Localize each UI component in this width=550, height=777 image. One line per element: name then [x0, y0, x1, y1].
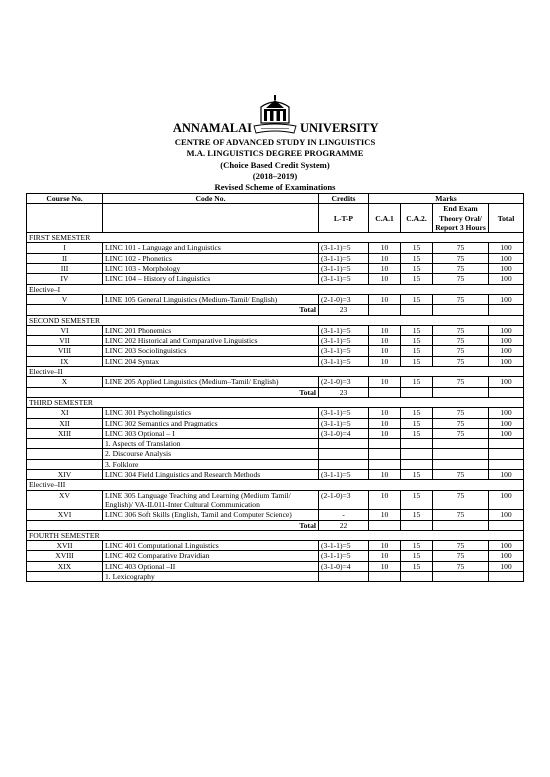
total-credits: 23 — [319, 387, 369, 397]
section-first-semester: FIRST SEMESTER — [27, 233, 524, 243]
academic-year: (2018–2019) — [252, 170, 298, 181]
col-ltp: L-T-P — [319, 204, 369, 233]
table-row: X LINE 205 Applied Linguistics (Medium–Tamil/ English) (2-1-0)=3 10 15 75 100 — [27, 377, 524, 387]
optional-item: 1. Aspects of Translation — [103, 439, 319, 449]
examination-scheme-table — [26, 193, 524, 582]
optional-item-row — [27, 459, 524, 469]
table-row: XV LINE 305 Language Teaching and Learning (Medium Tamil/ English)/ VA-IL011-Inter Cultural Communication (2-1-0)=3 10 15 75 100 — [27, 490, 524, 510]
table-row: XIX LINC 403 Optional –II (3-1-0)=4 10 15 75 100 — [27, 561, 524, 571]
emblem-banner-icon — [253, 123, 297, 135]
total-row — [27, 520, 524, 530]
university-name — [0, 121, 550, 137]
total-credits: 22 — [319, 520, 369, 530]
total-row — [27, 305, 524, 315]
total-label: Total — [27, 305, 319, 315]
table-row: XIII LINC 303 Optional – I (3-1-0)=4 10 15 75 100 — [27, 428, 524, 438]
section-row — [27, 233, 524, 243]
table-row: XVI LINC 306 Soft Skills (English, Tamil and Computer Science) - 10 15 75 100 — [27, 510, 524, 520]
optional-item: 1. Lexicography — [103, 571, 319, 581]
table-row: II LINC 102 - Phonetics (3-1-1)=5 10 15 75 100 — [27, 253, 524, 263]
centre-name: CENTRE OF ADVANCED STUDY IN LINGUISTICS — [174, 137, 376, 147]
optional-item-row — [27, 449, 524, 459]
optional-item: 3. Folklore — [103, 459, 319, 469]
elective-i-label: Elective–I — [27, 284, 524, 294]
optional-item-row — [27, 439, 524, 449]
col-ca2: C.A.2. — [401, 204, 433, 233]
optional-item-row — [27, 571, 524, 581]
col-marks: Marks — [369, 194, 524, 204]
table-row: XIV LINC 304 Field Linguistics and Research Methods (3-1-1)=5 10 15 75 100 — [27, 470, 524, 480]
col-ca1: C.A.1 — [369, 204, 401, 233]
table-row: IX LINC 204 Syntax (3-1-1)=5 10 15 75 100 — [27, 356, 524, 366]
section-second-semester: SECOND SEMESTER — [27, 315, 524, 325]
col-end-exam: End Exam Theory Oral/ Report 3 Hours — [433, 204, 489, 233]
table-row: VIII LINC 203 Sociolinguistics (3-1-1)=5 10 15 75 100 — [27, 346, 524, 356]
table-subheader-row — [27, 204, 524, 233]
table-row: I LINC 101 - Language and Linguistics (3-1-1)=5 10 15 75 100 — [27, 243, 524, 253]
section-row — [27, 530, 524, 540]
col-credits: Credits — [319, 194, 369, 204]
table-row: VI LINC 201 Phonemics (3-1-1)=5 10 15 75 100 — [27, 325, 524, 335]
university-name-right: UNIVERSITY — [300, 121, 379, 135]
table-row: XII LINC 302 Semantics and Pragmatics (3-1-1)=5 10 15 75 100 — [27, 418, 524, 428]
elective-iii-label: Elective–III — [27, 480, 524, 490]
table-header-row — [27, 194, 524, 204]
credit-system: (Choice Based Credit System) — [220, 159, 330, 170]
col-total: Total — [489, 204, 524, 233]
table-row: III LINC 103 - Morphology (3-1-1)=5 10 15 75 100 — [27, 264, 524, 274]
table-row: VII LINC 202 Historical and Comparative Linguistics (3-1-1)=5 10 15 75 100 — [27, 336, 524, 346]
programme-name: M.A. LINGUISTICS DEGREE PROGRAMME — [186, 148, 364, 159]
university-name-left: ANNAMALAI — [172, 121, 252, 135]
total-credits: 23 — [319, 305, 369, 315]
table-row: XVIII LINC 402 Comparative Dravidian (3-1-1)=5 10 15 75 100 — [27, 551, 524, 561]
col-course-no: Course No. — [27, 194, 103, 204]
scheme-title: Revised Scheme of Examinations — [214, 182, 336, 193]
table-row: XVII LINC 401 Computational Linguistics (3-1-1)=5 10 15 75 100 — [27, 541, 524, 551]
elective-row — [27, 284, 524, 294]
elective-ii-label: Elective–II — [27, 367, 524, 377]
total-label: Total — [27, 387, 319, 397]
section-row — [27, 315, 524, 325]
elective-row — [27, 480, 524, 490]
optional-item: 2. Discourse Analysis — [103, 449, 319, 459]
table-row: XI LINC 301 Psycholinguistics (3-1-1)=5 10 15 75 100 — [27, 408, 524, 418]
document-header — [0, 121, 550, 193]
elective-row — [27, 367, 524, 377]
table-row: IV LINC 104 – History of Linguistics (3-1-1)=5 10 15 75 100 — [27, 274, 524, 284]
table-row: V LINE 105 General Linguistics (Medium-Tamil/ English) (2-1-0)=3 10 15 75 100 — [27, 294, 524, 304]
total-row — [27, 387, 524, 397]
total-label: Total — [27, 520, 319, 530]
section-fourth-semester: FOURTH SEMESTER — [27, 530, 524, 540]
col-code-no: Code No. — [103, 194, 319, 204]
section-row — [27, 397, 524, 407]
section-third-semester: THIRD SEMESTER — [27, 397, 524, 407]
